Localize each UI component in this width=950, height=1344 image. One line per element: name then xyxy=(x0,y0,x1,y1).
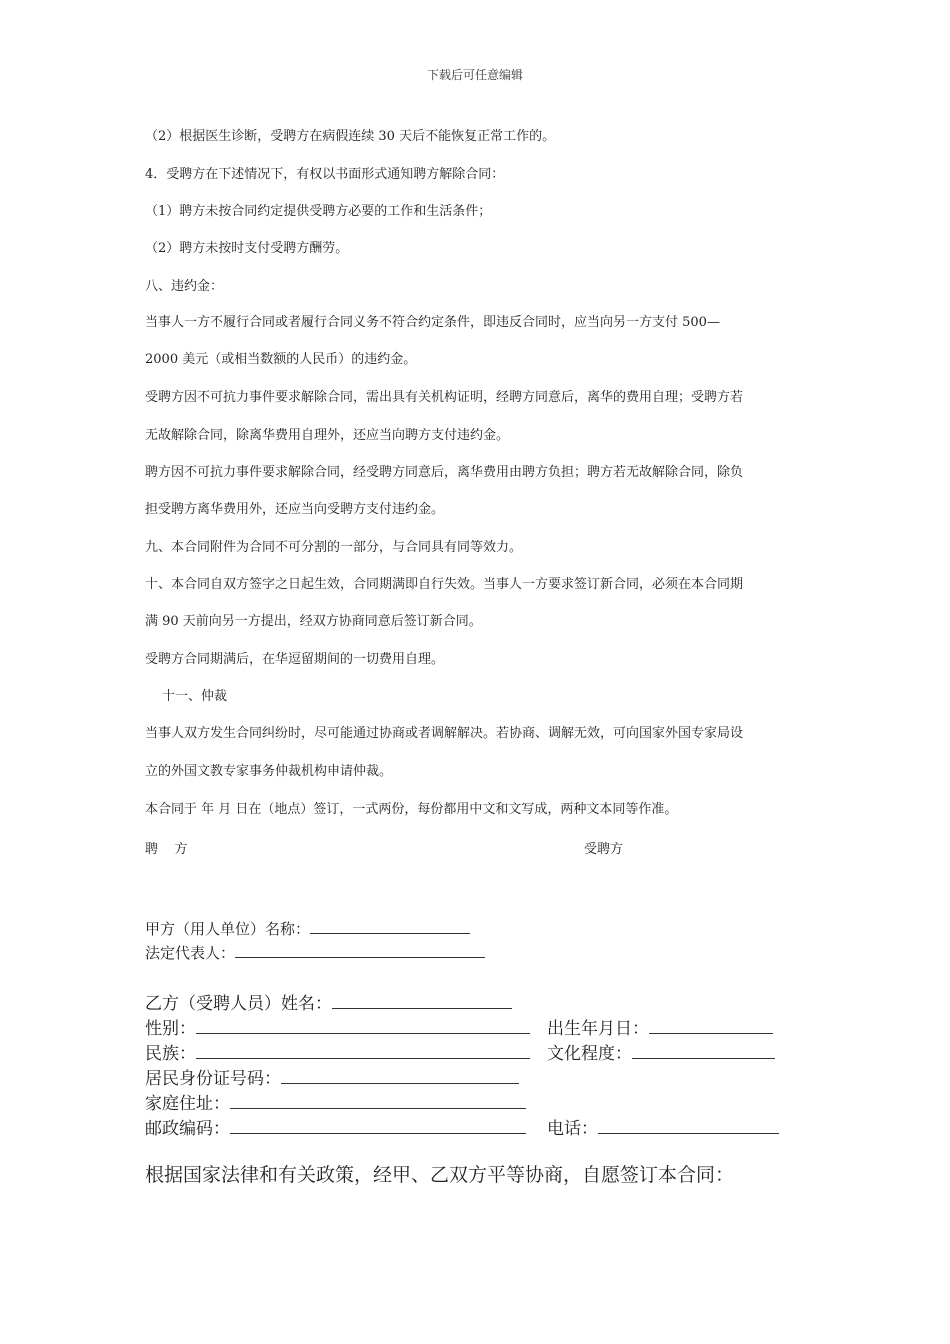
party-a-rep-field[interactable] xyxy=(235,943,485,958)
ethnicity-field[interactable] xyxy=(196,1044,530,1059)
party-b-name-label: 乙方（受聘人员）姓名： xyxy=(145,994,332,1014)
paragraph: 受聘方因不可抗力事件要求解除合同，需出具有关机构证明，经聘方同意后，离华的费用自理；受聘方若 xyxy=(145,390,744,405)
education-field[interactable] xyxy=(632,1044,775,1059)
ethnicity-label: 民族： xyxy=(145,1044,196,1064)
phone-field[interactable] xyxy=(598,1119,779,1134)
gender-label: 性别： xyxy=(145,1019,196,1039)
closing-statement: 根据国家法律和有关政策，经甲、乙双方平等协商，自愿签订本合同： xyxy=(145,1164,735,1186)
paragraph: 当事人一方不履行合同或者履行合同义务不符合约定条件，即违反合同时，应当向另一方支付 500— xyxy=(145,315,720,330)
paragraph: 本合同于 年 月 日在（地点）签订，一式两份，每份都用中文和文写成，两种文本同等作准。 xyxy=(145,802,678,817)
id-number-label: 居民身份证号码： xyxy=(145,1069,281,1089)
paragraph: 当事人双方发生合同纠纷时，尽可能通过协商或者调解解决。若协商、调解无效，可向国家外国专家局设 xyxy=(145,726,744,741)
paragraph: 无故解除合同，除离华费用自理外，还应当向聘方支付违约金。 xyxy=(145,428,510,443)
party-a-name-label: 甲方（用人单位）名称： xyxy=(145,920,311,938)
paragraph: 2000 美元（或相当数额的人民币）的违约金。 xyxy=(145,352,417,367)
gender-field[interactable] xyxy=(196,1019,530,1034)
paragraph: 4．受聘方在下述情况下，有权以书面形式通知聘方解除合同： xyxy=(145,167,505,182)
paragraph: （1）聘方未按合同约定提供受聘方必要的工作和生活条件； xyxy=(145,204,492,219)
home-address-field[interactable] xyxy=(230,1094,526,1109)
page-header-note: 下载后可任意编辑 xyxy=(426,68,523,82)
postcode-label: 邮政编码： xyxy=(145,1119,230,1139)
paragraph: （2）聘方未按时支付受聘方酬劳。 xyxy=(145,241,349,256)
birth-date-field[interactable] xyxy=(649,1019,773,1034)
paragraph: 聘方因不可抗力事件要求解除合同，经受聘方同意后，离华费用由聘方负担；聘方若无故解除合同，除负 xyxy=(145,465,744,480)
section-ten: 十、本合同自双方签字之日起生效，合同期满即自行失效。当事人一方要求签订新合同，必须在本合同期 xyxy=(145,577,744,592)
paragraph: （2）根据医生诊断，受聘方在病假连续 30 天后不能恢复正常工作的。 xyxy=(145,129,556,144)
postcode-field[interactable] xyxy=(230,1119,526,1134)
paragraph: 受聘方合同期满后，在华逗留期间的一切费用自理。 xyxy=(145,652,445,667)
section-heading-penalty: 八、违约金： xyxy=(145,279,224,294)
party-a-name-field[interactable] xyxy=(310,919,470,934)
signature-employee: 受聘方 xyxy=(584,842,624,857)
phone-label: 电话： xyxy=(547,1119,598,1139)
party-b-name-field[interactable] xyxy=(332,994,512,1009)
home-address-label: 家庭住址： xyxy=(145,1094,230,1114)
education-label: 文化程度： xyxy=(547,1044,632,1064)
section-nine: 九、本合同附件为合同不可分割的一部分，与合同具有同等效力。 xyxy=(145,540,523,555)
section-heading-arbitration: 十一、仲裁 xyxy=(162,689,228,704)
paragraph: 立的外国文教专家事务仲裁机构申请仲裁。 xyxy=(145,764,393,779)
paragraph: 满 90 天前向另一方提出，经双方协商同意后签订新合同。 xyxy=(145,614,482,629)
birth-date-label: 出生年月日： xyxy=(547,1019,649,1039)
paragraph: 担受聘方离华费用外，还应当向受聘方支付违约金。 xyxy=(145,502,445,517)
signature-employer: 聘 方 xyxy=(145,842,188,857)
id-number-field[interactable] xyxy=(281,1069,519,1084)
party-a-rep-label: 法定代表人： xyxy=(145,944,236,962)
